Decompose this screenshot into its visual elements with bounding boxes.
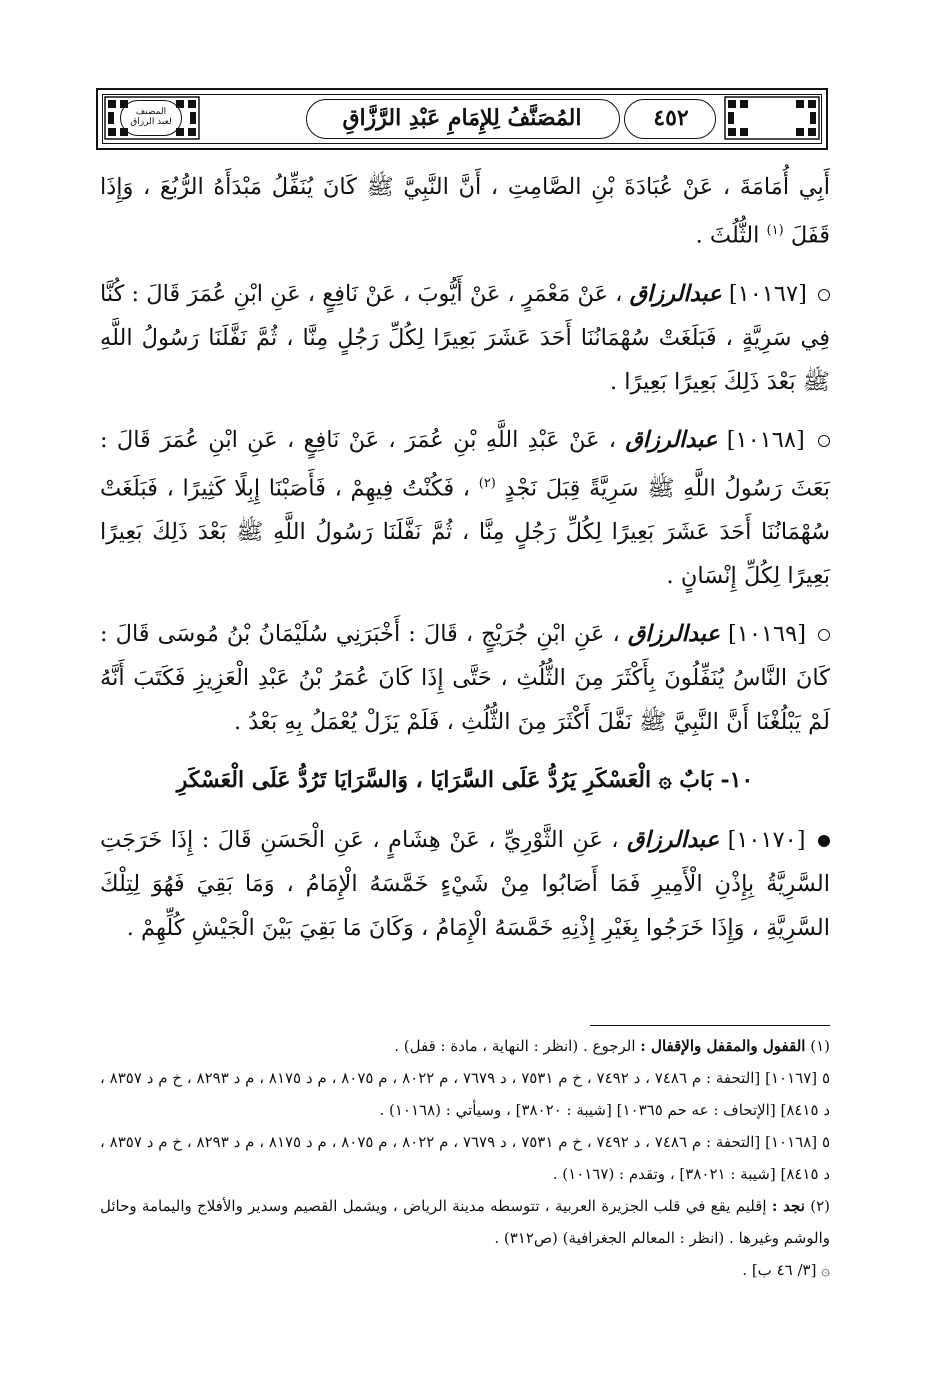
footnote-text: إقليم يقع في قلب الجزيرة العربية ، تتوسطه مدينة الرياض ، ويشمل القصيم وسدير والأفلاج واليمامة وحائل والوشم وغيرها . (انظر : المعالم الجغرافية) (ص٣١٢) . bbox=[100, 1197, 830, 1247]
hadith-text-b: ، فَكُنْتُ فِيهِمْ ، فَأَصَبْنَا إِبِلًا كَثِيرًا ، فَبَلَغَتْ سُهْمَانُنَا أَحَدَ عَشَرَ بَعِيرًا لِكُلِّ رَجُلٍ مِنَّا ، ثُمَّ نَفَّلَنَا رَسُولُ اللَّهِ ﷺ بَعْدَ ذَلِكَ بَعِيرًا بَعِيرًا لِكُلِّ إِنْسَانٍ . bbox=[100, 475, 830, 589]
continuation-end: الثُّلُثَ . bbox=[695, 222, 760, 249]
seal-line-1: المصنف bbox=[135, 107, 167, 117]
footnote-term: نجد : bbox=[771, 1197, 805, 1215]
hadith-text: ، عَنِ ابْنِ جُرَيْجٍ ، قَالَ : أَخْبَرَنِي سُلَيْمَانُ بْنُ مُوسَى قَالَ : كَانَ النَّاسُ يُنَفِّلُونَ بِأَكْثَرَ مِنَ الثُّلُثِ ، حَتَّى إِذَا كَانَ عُمَرُ بْنُ عَبْدِ الْعَزِيزِ فَكَتَبَ أَنَّهُ لَمْ يَبْلُغْنَا أَنَّ النَّبِيَّ ﷺ نَفَّلَ أَكْثَرَ مِنَ الثُّلُثِ ، فَلَمْ يَزَلْ يُعْمَلُ بِهِ بَعْدُ . bbox=[100, 621, 830, 735]
hadith-text: ، عَنْ مَعْمَرٍ ، عَنْ أَيُّوبَ ، عَنْ نَافِعٍ ، عَنِ ابْنِ عُمَرَ قَالَ : كُنَّا فِي سَرِيَّةٍ ، فَبَلَغَتْ سُهْمَانُنَا أَحَدَ عَشَرَ بَعِيرًا لِكُلِّ رَجُلٍ مِنَّا ، ثُمَّ نَفَّلَنَا رَسُولُ اللَّهِ ﷺ بَعْدَ ذَلِكَ بَعِيرًا بَعِيرًا . bbox=[99, 280, 830, 395]
footnote-term: القفول والمقفل والإقفال : bbox=[640, 1037, 806, 1055]
footnote-2 bbox=[100, 1190, 830, 1254]
hadith-number: [١٠١٧٠] bbox=[727, 827, 806, 853]
open-circle-icon bbox=[818, 435, 830, 447]
narrator-name: عبدالرزاق bbox=[625, 426, 718, 453]
open-circle-icon bbox=[818, 629, 830, 641]
hadith-number: [١٠١٦٨] bbox=[726, 426, 805, 453]
page-header bbox=[96, 88, 828, 150]
footnote-ref-1: (١) bbox=[766, 223, 784, 238]
hadith-10167 bbox=[100, 272, 830, 404]
open-circle-icon bbox=[818, 289, 830, 301]
hadith-number: [١٠١٦٧] bbox=[728, 280, 807, 307]
footnote-label: (٢) bbox=[810, 1197, 830, 1215]
narrator-name: عبدالرزاق bbox=[629, 280, 722, 307]
takhrij-10168: ٥ [١٠١٦٨] [التحفة : م ٧٤٨٦ ، د ٧٤٩٢ ، خ م ٧٥٣١ ، د ٧٦٧٩ ، م ٨٠٢٢ ، م ٨٠٧٥ ، م د ٨١٧٥ ، م د ٨٢٩٣ ، خ م د ٨٣٥٧ ، د ٨٤١٥] [شيبة : ٣٨٠٢١] ، وتقدم : (١٠١٦٧) . bbox=[100, 1133, 831, 1183]
chapter-heading: ١٠- بَابٌ ۞ الْعَسْكَرِ يَرُدُّ عَلَى السَّرَايَا ، وَالسَّرَايَا تَرُدُّ عَلَى الْعَسْكَرِ bbox=[176, 767, 754, 793]
footnote-ref-2: (٢) bbox=[478, 475, 496, 491]
ornament-right-icon bbox=[724, 96, 820, 140]
footnote-text: الرجوع . (انظر : النهاية ، مادة : قفل) . bbox=[394, 1037, 636, 1055]
publisher-seal bbox=[120, 100, 182, 136]
footnote-label: (١) bbox=[810, 1037, 830, 1055]
page-number: ٤٥٢ bbox=[653, 105, 689, 131]
seal-line-2: لعبد الرزاق bbox=[130, 117, 172, 127]
running-title: المُصَنَّفُ لِلإِمَامِ عَبْدِ الرَّزَّاقِ bbox=[342, 105, 582, 131]
hadith-10170 bbox=[100, 818, 830, 950]
footnote-separator bbox=[590, 1025, 830, 1026]
hadith-number: [١٠١٦٩] bbox=[727, 621, 806, 647]
continuation-paragraph bbox=[100, 165, 830, 258]
narrator-name: عبدالرزاق bbox=[627, 827, 720, 853]
footnotes bbox=[100, 1030, 830, 1286]
main-text bbox=[100, 165, 830, 964]
hadith-text: ، عَنِ الثَّوْرِيِّ ، عَنْ هِشَامٍ ، عَنِ الْحَسَنِ قَالَ : إِذَا خَرَجَتِ السَّرِيَّةُ بِإِذْنِ الْأَمِيرِ فَمَا أَصَابُوا مِنْ شَيْءٍ خَمَّسَهُ الْإِمَامُ ، وَمَا بَقِيَ فَهُوَ لِتِلْكَ السَّرِيَّةِ ، وَإِذَا خَرَجُوا بِغَيْرِ إِذْنِهِ خَمَّسَهُ الْإِمَامُ ، وَكَانَ مَا بَقِيَ بَيْنَ الْجَيْشِ كُلِّهِمْ . bbox=[100, 827, 830, 941]
continuation-line: أَبِي أُمَامَةَ ، عَنْ عُبَادَةَ بْنِ الصَّامِتِ ، أَنَّ النَّبِيَّ ﷺ كَانَ يُنَفِّلُ مَبْدَأَهُ الرُّبُعَ ، وَإِذَا قَفَلَ bbox=[100, 174, 830, 249]
takhrij-10167: ٥ [١٠١٦٧] [التحفة : م ٧٤٨٦ ، د ٧٤٩٢ ، خ م ٧٥٣١ ، د ٧٦٧٩ ، م ٨٠٢٢ ، م ٨٠٧٥ ، م د ٨١٧٥ ، م د ٨٢٩٣ ، خ م د ٨٣٥٧ ، د ٨٤١٥] [الإتحاف : عه حم ١٠٣٦٥] [شيبة : ٣٨٠٢٠] ، وسيأتي : (١٠١٦٨) . bbox=[100, 1069, 831, 1119]
hadith-10168 bbox=[100, 418, 830, 599]
hadith-text-a: ، عَنْ عَبْدِ اللَّهِ بْنِ عُمَرَ ، عَنْ نَافِعٍ ، عَنِ ابْنِ عُمَرَ قَالَ : بَعَثَ رَسُولُ اللَّهِ ﷺ سَرِيَّةً قِبَلَ نَجْدٍ bbox=[100, 426, 831, 501]
manuscript-folio: ۞ [٣/ ٤٦ ب] . bbox=[742, 1261, 830, 1279]
narrator-name: عبدالرزاق bbox=[627, 621, 720, 647]
footnote-1 bbox=[100, 1030, 830, 1062]
filled-circle-icon bbox=[818, 835, 830, 847]
hadith-10169 bbox=[100, 612, 830, 744]
